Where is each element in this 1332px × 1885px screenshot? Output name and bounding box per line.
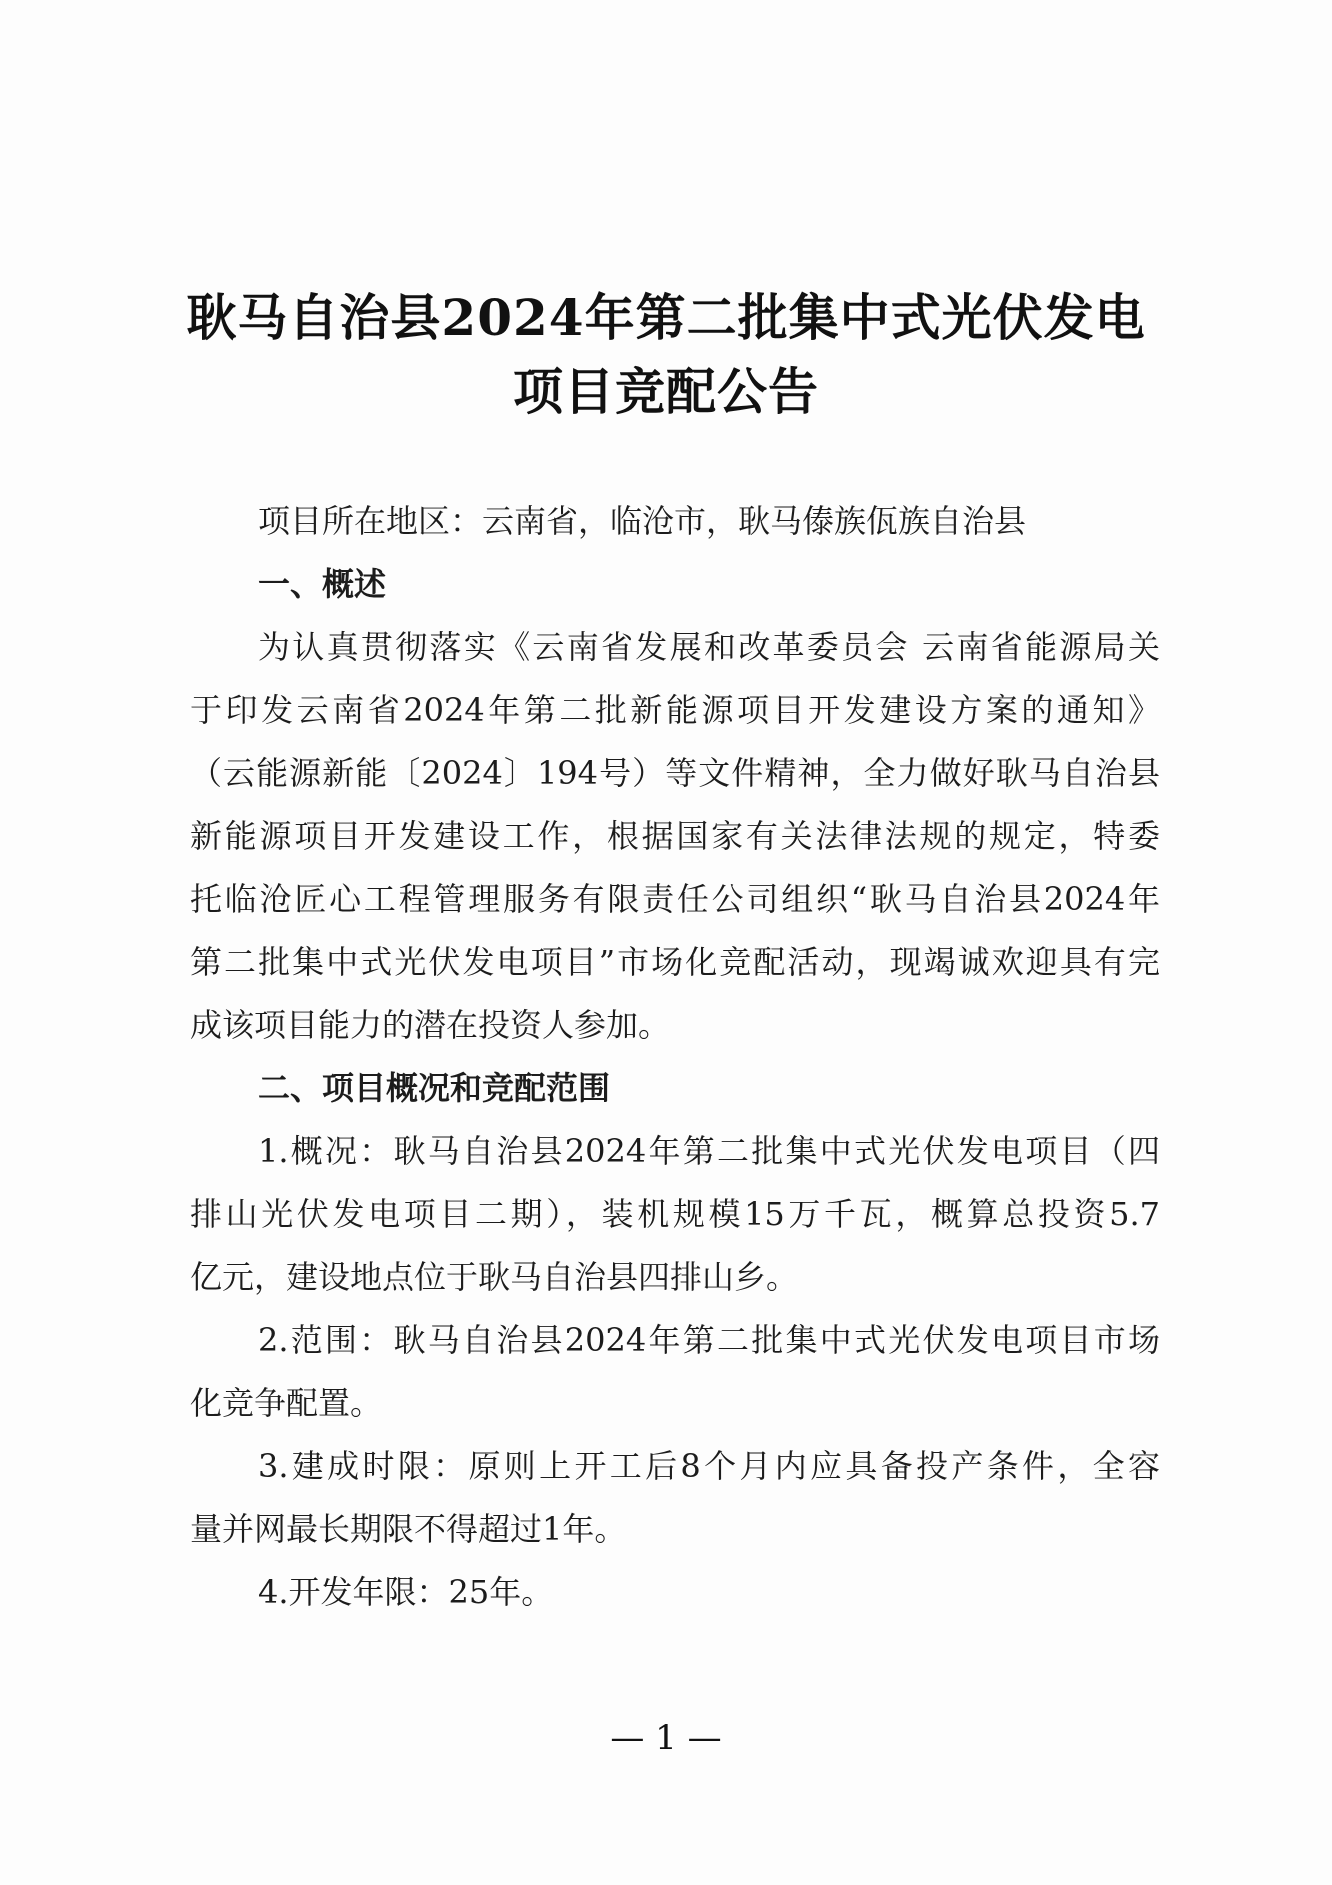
item-2-line: 化竞争配置。 bbox=[190, 1384, 383, 1422]
item-2-line: 2.范围：耿马自治县2024年第二批集中式光伏发电项目市场 bbox=[258, 1321, 1160, 1359]
document-body bbox=[190, 490, 1160, 1624]
overview-line: （云能源新能〔2024〕194号）等文件精神，全力做好耿马自治县 bbox=[190, 754, 1160, 792]
section-1-heading: 一、概述 bbox=[258, 565, 387, 603]
section-2-heading: 二、项目概况和竞配范围 bbox=[258, 1069, 611, 1107]
item-1-line: 1.概况：耿马自治县2024年第二批集中式光伏发电项目（四 bbox=[258, 1132, 1160, 1170]
overview-line: 第二批集中式光伏发电项目”市场化竞配活动，现竭诚欢迎具有完 bbox=[190, 943, 1160, 981]
item-3-line: 3.建成时限：原则上开工后8个月内应具备投产条件，全容 bbox=[258, 1447, 1160, 1485]
document-title-line-2: 项目竞配公告 bbox=[513, 362, 819, 421]
project-location: 项目所在地区：云南省，临沧市，耿马傣族佤族自治县 bbox=[258, 502, 1027, 540]
overview-line: 托临沧匠心工程管理服务有限责任公司组织“耿马自治县2024年 bbox=[190, 880, 1160, 918]
overview-line: 成该项目能力的潜在投资人参加。 bbox=[190, 1006, 671, 1044]
overview-line: 新能源项目开发建设工作，根据国家有关法律法规的规定，特委 bbox=[190, 817, 1160, 855]
item-3-line: 量并网最长期限不得超过1年。 bbox=[190, 1510, 627, 1548]
item-1-line: 排山光伏发电项目二期），装机规模15万千瓦，概算总投资5.7 bbox=[190, 1195, 1160, 1233]
overview-line: 为认真贯彻落实《云南省发展和改革委员会 云南省能源局关 bbox=[258, 628, 1160, 666]
overview-line: 于印发云南省2024年第二批新能源项目开发建设方案的通知》 bbox=[190, 691, 1160, 729]
page-number: — 1 — bbox=[610, 1718, 722, 1758]
document-title-line-1: 耿马自治县2024年第二批集中式光伏发电 bbox=[186, 288, 1146, 347]
item-1-line: 亿元，建设地点位于耿马自治县四排山乡。 bbox=[190, 1258, 799, 1296]
item-4-line: 4.开发年限：25年。 bbox=[258, 1573, 554, 1611]
